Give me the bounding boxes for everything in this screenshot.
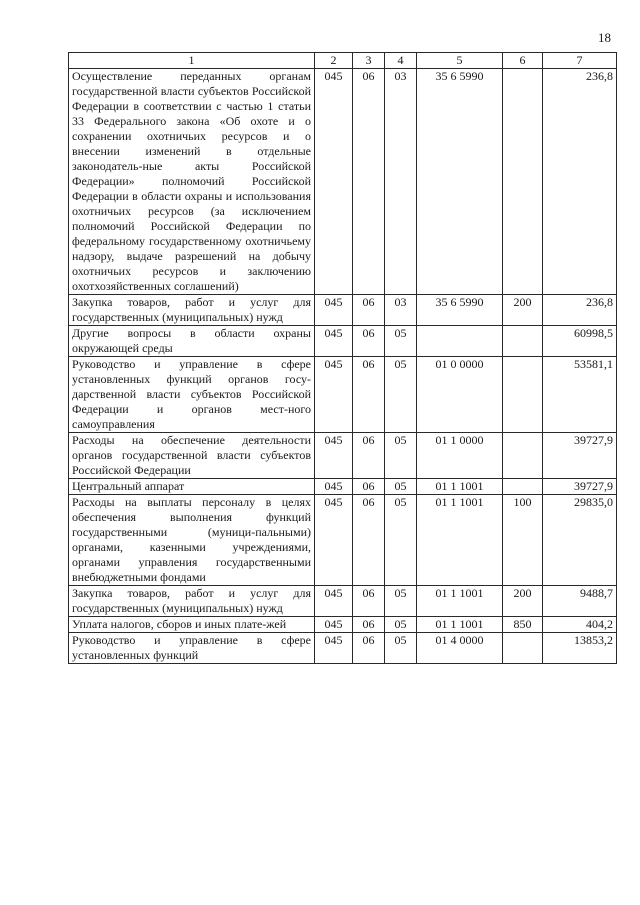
column-header: 3 [353, 53, 385, 69]
column-header: 7 [543, 53, 617, 69]
cell-ministry: 045 [315, 295, 353, 326]
cell-ministry: 045 [315, 433, 353, 479]
cell-section: 06 [353, 495, 385, 586]
cell-amount: 404,2 [543, 617, 617, 633]
cell-expense-type [503, 357, 543, 433]
table-row [69, 633, 617, 664]
column-header: 5 [417, 53, 503, 69]
cell-section: 06 [353, 617, 385, 633]
cell-expense-type [503, 479, 543, 495]
cell-expense-type [503, 633, 543, 664]
cell-target: 01 1 1001 [417, 586, 503, 617]
cell-expense-type: 200 [503, 295, 543, 326]
cell-subsection: 05 [385, 586, 417, 617]
cell-ministry: 045 [315, 326, 353, 357]
column-header: 2 [315, 53, 353, 69]
cell-section: 06 [353, 479, 385, 495]
row-name: Руководство и управление в сфере установленных функций [69, 633, 315, 664]
cell-target: 01 1 1001 [417, 495, 503, 586]
cell-subsection: 03 [385, 295, 417, 326]
cell-amount: 39727,9 [543, 433, 617, 479]
cell-amount: 9488,7 [543, 586, 617, 617]
cell-amount: 39727,9 [543, 479, 617, 495]
cell-expense-type [503, 433, 543, 479]
cell-target: 35 6 5990 [417, 69, 503, 295]
cell-ministry: 045 [315, 69, 353, 295]
table-row [69, 617, 617, 633]
cell-section: 06 [353, 357, 385, 433]
row-name: Уплата налогов, сборов и иных плате-жей [69, 617, 315, 633]
row-name: Закупка товаров, работ и услуг для государственных (муниципальных) нужд [69, 586, 315, 617]
cell-expense-type: 850 [503, 617, 543, 633]
cell-target: 01 1 1001 [417, 479, 503, 495]
row-name: Другие вопросы в области охраны окружающей среды [69, 326, 315, 357]
column-header: 6 [503, 53, 543, 69]
row-name: Расходы на обеспечение деятельности органов государственной власти субъектов Российской Федерации [69, 433, 315, 479]
cell-section: 06 [353, 326, 385, 357]
cell-amount: 53581,1 [543, 357, 617, 433]
table-row [69, 433, 617, 479]
cell-ministry: 045 [315, 357, 353, 433]
cell-expense-type [503, 326, 543, 357]
page-number: 18 [598, 30, 611, 45]
cell-expense-type: 100 [503, 495, 543, 586]
cell-target: 01 0 0000 [417, 357, 503, 433]
table-row [69, 479, 617, 495]
cell-subsection: 05 [385, 357, 417, 433]
budget-table [68, 52, 617, 664]
cell-target: 35 6 5990 [417, 295, 503, 326]
cell-subsection: 05 [385, 633, 417, 664]
header-row [69, 53, 617, 69]
cell-target: 01 1 0000 [417, 433, 503, 479]
cell-subsection: 05 [385, 617, 417, 633]
row-name: Расходы на выплаты персоналу в целях обеспечения выполнения функций государственными (муници-пальными) органами, казенными учреждениями, органами управления государственными внебюджетными фондами [69, 495, 315, 586]
table-row [69, 586, 617, 617]
cell-amount: 29835,0 [543, 495, 617, 586]
cell-target: 01 4 0000 [417, 633, 503, 664]
cell-subsection: 05 [385, 479, 417, 495]
cell-subsection: 03 [385, 69, 417, 295]
cell-expense-type: 200 [503, 586, 543, 617]
cell-section: 06 [353, 69, 385, 295]
cell-expense-type [503, 69, 543, 295]
cell-target [417, 326, 503, 357]
table-row [69, 357, 617, 433]
table-row [69, 326, 617, 357]
cell-amount: 60998,5 [543, 326, 617, 357]
cell-ministry: 045 [315, 495, 353, 586]
cell-target: 01 1 1001 [417, 617, 503, 633]
column-header: 1 [69, 53, 315, 69]
cell-ministry: 045 [315, 479, 353, 495]
table-row [69, 495, 617, 586]
table-row [69, 69, 617, 295]
cell-subsection: 05 [385, 495, 417, 586]
cell-section: 06 [353, 295, 385, 326]
row-name: Закупка товаров, работ и услуг для государственных (муниципальных) нужд [69, 295, 315, 326]
cell-section: 06 [353, 433, 385, 479]
row-name: Руководство и управление в сфере установленных функций органов госу-дарственной власти субъектов Российской Федерации и органов мест-ного самоуправления [69, 357, 315, 433]
cell-section: 06 [353, 586, 385, 617]
cell-subsection: 05 [385, 433, 417, 479]
cell-ministry: 045 [315, 617, 353, 633]
row-name: Осуществление переданных органам государственной власти субъектов Российской Федерации в соответствии с частью 1 статьи 33 Федерального закона «Об охоте и о сохранении охотничьих ресурсов и о внесении изменений в отдельные законодатель-ные акты Российской Федерации» полномочий Российской Федерации в области охраны и использования охотничьих ресурсов (за исключением полномочий Российской Федерации по федеральному государственному охотничьему надзору, выдаче разрешений на добычу охотничьих ресурсов и заключению охотхозяйственных соглашений) [69, 69, 315, 295]
cell-amount: 13853,2 [543, 633, 617, 664]
cell-amount: 236,8 [543, 295, 617, 326]
cell-ministry: 045 [315, 586, 353, 617]
table-row [69, 295, 617, 326]
cell-ministry: 045 [315, 633, 353, 664]
cell-subsection: 05 [385, 326, 417, 357]
row-name: Центральный аппарат [69, 479, 315, 495]
cell-section: 06 [353, 633, 385, 664]
column-header: 4 [385, 53, 417, 69]
cell-amount: 236,8 [543, 69, 617, 295]
